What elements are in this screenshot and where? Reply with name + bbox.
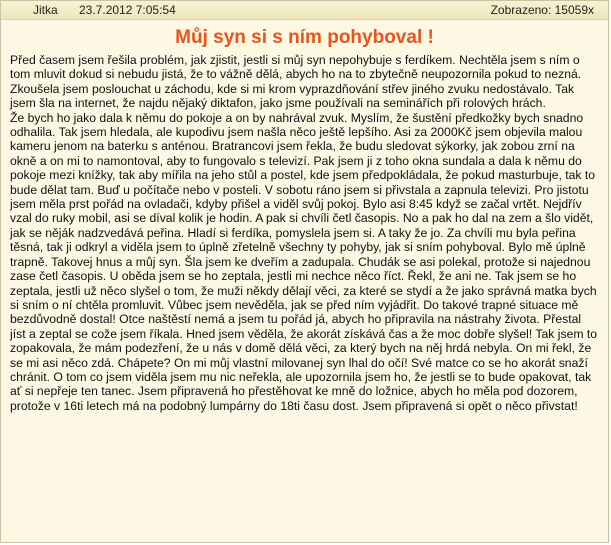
post-datetime: 23.7.2012 7:05:54	[79, 3, 176, 17]
post-view-count: Zobrazeno: 15059x	[490, 3, 594, 17]
post-author: Jitka	[33, 3, 58, 17]
post-title: Můj syn si s ním pohyboval !	[175, 27, 434, 48]
post-header-bar	[1, 1, 608, 20]
post-body: Před časem jsem řešila problém, jak zjistit, jestli si můj syn nepohybuje s ferdíkem. Nechtěla jsem s ním o tom mluvit dokud si nebudu jistá, že to vážně dělá, abych ho na to zbytečně neupozornila pokud to nezná. Zkoušela jsem poslouchat u záchodu, kde si mi krom vyprazdňování střev jiného zvuku nedostávalo. Tak jsem šla na internet, že najdu nějaký diktafon, jako jsme používali na seminářích při rolových hrách. Že bych ho jako dala k němu do pokoje a on by nahrával zvuk. Myslím, že šustění předkožky bych snadno odhalila. Tak jsem hledala, ale kupodivu jsem našla něco ještě lepšího. Asi za 2000Kč jsem objevila malou kameru jenom na baterku s anténou. Bratrancovi jsem řekla, že budu sledovat sýkorky, jak zobou zrní na okně a on mi to namontoval, aby to fungovalo s televizí. Pak jsem ji z toho okna sundala a dala k němu do pokoje mezi knížky, tak aby mířila na jeho stůl a postel, kde jsem předpokládala, že pokud masturbuje, tak to bude dělat tam. Buď u počítače nebo v posteli. V sobotu ráno jsem si přivstala a zapnula televizi. Pro jistotu jsem měla prst pořád na ovladači, kdyby přišel a viděl svůj pokoj. Bylo asi 8:45 když se začal vrtět. Nejdřív vzal do ruky mobil, asi se díval kolik je hodin. A pak si chvíli četl časopis. No a pak ho dal na zem a šlo vidět, jak se něják nadzvedává peřina. Hladí si ferdíka, pomyslela jsem si. A taky že jo. Za chvíli mu byla peřina těsná, tak ji odkryl a viděla jsem to úplně zřetelně všechny ty pohyby, jak si sním pohyboval. Bylo mě úplně trapně. Takovej hnus a můj syn. Šla jsem ke dveřím a zadupala. Chudák se asi polekal, protože si najednou zase četl časopis. U oběda jsem se ho zeptala, jestli mi nechce něco říct. Řekl, že ani ne. Tak jsem se ho zeptala, jestli už něco slyšel o tom, že muži někdy dělají věci, za které se stydí a že jako správná matka bych si sním o ní chtěla promluvit. Vůbec jsem nevěděla, jak se před ním vyjádřit. Do takové trapné situace mě bezdůvodně dostal! Otce naštěstí nemá a jsem tu pořád já, abych ho připravila na nástrahy života. Přestal jíst a zeptal se cože jsem říkala. Hned jsem věděla, že akorát získává čas a že moc dobře slyšel! Tak jsem to zopakovala, že mám podezření, že u nás v domě dělá věci, za který bych na něj hrdá nebyla. On mi řekl, že se mi asi něco zdá. Chápete? On mi můj vlastní milovanej syn lhal do očí! Své matce co se ho akorát snaží chránit. O tom co jsem viděla jsem mu nic neřekla, ale upozornila jsem ho, že jestli se to bude opakovat, tak ať si nepřeje ten tanec. Jsem připravená ho přestěhovat ke mně do ložnice, abych ho měla pod dozorem, protože v 16ti letech má na podobný lumpárny do 18ti času dost. Jsem připravená si opět o něco přivstat!	[10, 53, 598, 413]
